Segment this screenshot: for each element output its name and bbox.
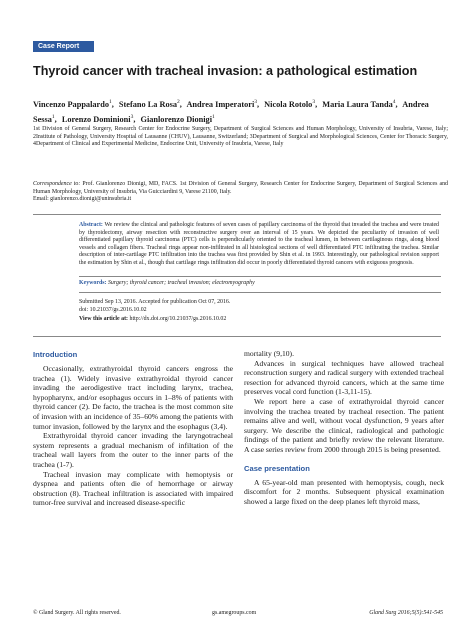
keywords (79, 280, 439, 288)
footer-citation: Gland Surg 2016;5(5):541-545 (369, 610, 443, 616)
section-heading-case-presentation: Case presentation (244, 463, 310, 473)
author: Gianlorenzo Dionigi$^1$ (140, 113, 215, 124)
doi: doi: 10.21037/gs.2016.10.02 (79, 307, 147, 314)
left-column (33, 349, 233, 508)
abstract-text: We review the clinical and pathologic features of seven cases of papillary carcinoma of the thyroid that invaded the trachea and were treated by thyroidectomy, airway resection with reconstructive surgery over an interval of 15 years. We depicted the peculiarity of invasion of well differentiated papillary thyroid carcinoma (PTC) cells is perpendicularly oriented to the tracheal lumen, in between cartilaginous rings, along blood vessels and collagen fibers. Tracheal rings appear non-infiltrated in all histological sections of well differentiated PTC infiltrating the trachea. Similar description of inter-cartilage PTC infiltration into the trachea was first provided by Shin et al. in 1993. Interestingly, our pathological revision support the estimation by Shin et al., though that cartilage rings infiltration did occur in poorly differentiated thyroid cancers with exiguous prognosis. (79, 222, 440, 266)
body-paragraph: Extrathyroidal thyroid cancer invading the laryngotracheal system represents a gradual mechanism of infiltation of the tracheal wall layers from the outer to the inner parts of the trachea (1-7). (33, 431, 233, 469)
abstract-label: Abstract: (79, 222, 103, 228)
correspondence-text: Prof. Gianlorenzo Dionigi, MD, FACS. 1st Division of General Surgery, Research Center for Endocrine Surgery, Department of Surgical Sciences and Human Morphology, University of Insubria, Via Guicciardini 9, Varese 21100, Italy. (33, 181, 448, 195)
body-paragraph: Occasionally, extrathyroidal thyroid cancers engross the trachea (1). Widely invasive extrathyroidal thyroid cancer invading the aerodigestive tract including larynx, trachea, hypopharynx, and/or esophagus occurs in 1–8% of patients with thyroid cancer (2). De facto, the trachea is the most common site of invasion with an incidence of 35–60% among the patients with tumor invasion, followed by the larynx and the esophagus (3,4). (33, 364, 233, 431)
author: Maria Laura Tanda$^4$, (322, 99, 398, 109)
article-type-badge: Case Report (33, 41, 94, 52)
body-paragraph: We report here a case of extrathyroidal thyroid cancer involving the trachea treated by tracheal resection. The patient remains alive and well, without vocal dysfunction, 9 years after surgery. We describe the clinical, radiological and pathologic findings of the patient and briefly review the relevant literature. A case series review from 2000 through 2015 is being presented. (244, 396, 444, 454)
article-link[interactable]: http://dx.doi.org/10.21037/gs.2016.10.02 (129, 315, 227, 322)
view-article (79, 315, 439, 323)
body-paragraph: Advances in surgical techniques have allowed tracheal reconstruction surgery and radical surgery with extended tracheal resection for advanced thyroid cancers, which at the same time preserves vocal cord function (1-3,11-15). (244, 358, 444, 397)
footer-copyright: © Gland Surgery. All rights reserved. (33, 610, 121, 616)
author: Nicola Rotolo$^3$, (264, 99, 318, 109)
affiliations: 1st Division of General Surgery, Research Center for Endocrine Surgery, Department of Surgical Sciences and Human Morphology, University of Insubria, Varese, Italy; 2Institute of Pathology, University Hospital of Lausanne (CHUV), Lausanne, Switzerland; 3Department of Surgical and Morphological Sciences, Center for Thoracic Surgery, 4Department of Clinical and Experimental Medicine, Endocrine Unit, University of Insubria, Varese, Italy (33, 126, 448, 148)
divider (33, 336, 441, 337)
author: Andrea Imperatori$^3$, (186, 99, 260, 109)
author: Vincenzo Pappalardo$^1$, (33, 99, 114, 109)
section-heading-introduction: Introduction (33, 350, 78, 359)
body-paragraph: Tracheal invasion may complicate with hemoptysis or dyspnea and patients often die of hemorrhage or airway obstruction (8). Tracheal infiltration is associated with impaired tumor-free survival and increased disease-specific (33, 469, 233, 508)
keywords-label: Keywords: (79, 280, 107, 286)
body-paragraph: A 65-year-old man presented with hemoptysis, cough, neck discomfort for 2 months. Subsequent physical examination showed a large fixed on the deep planes left thyroid mass, (244, 477, 444, 506)
author: Andrea Sessa$^1$, (33, 99, 429, 124)
right-column (244, 349, 444, 506)
author: Stefano La Rosa$^2$, (118, 99, 182, 109)
submission-dates: Submitted Sep 13, 2016. Accepted for publication Oct 07, 2016. (79, 299, 231, 305)
body-paragraph: mortality (9,10). (244, 349, 294, 358)
view-article-label: View this article at: (79, 315, 129, 322)
author: Lorenzo Dominioni$^3$, (61, 113, 136, 124)
divider (33, 214, 441, 215)
author-list (33, 96, 448, 126)
footer-website[interactable]: gs.amegroups.com (212, 610, 257, 616)
abstract (79, 222, 439, 268)
correspondence-label: Correspondence to: (33, 181, 81, 187)
keywords-text: Surgery; thyroid cancer; tracheal invasion; electromyography (107, 280, 255, 286)
correspondence-email[interactable]: Email: gianlorenzo.dionigi@uninsubria.it (33, 196, 132, 203)
article-meta (79, 298, 439, 323)
paper-title: Thyroid cancer with tracheal invasion: a pathological estimation (33, 64, 418, 78)
correspondence (33, 181, 448, 204)
divider (79, 276, 441, 277)
divider (79, 292, 441, 293)
